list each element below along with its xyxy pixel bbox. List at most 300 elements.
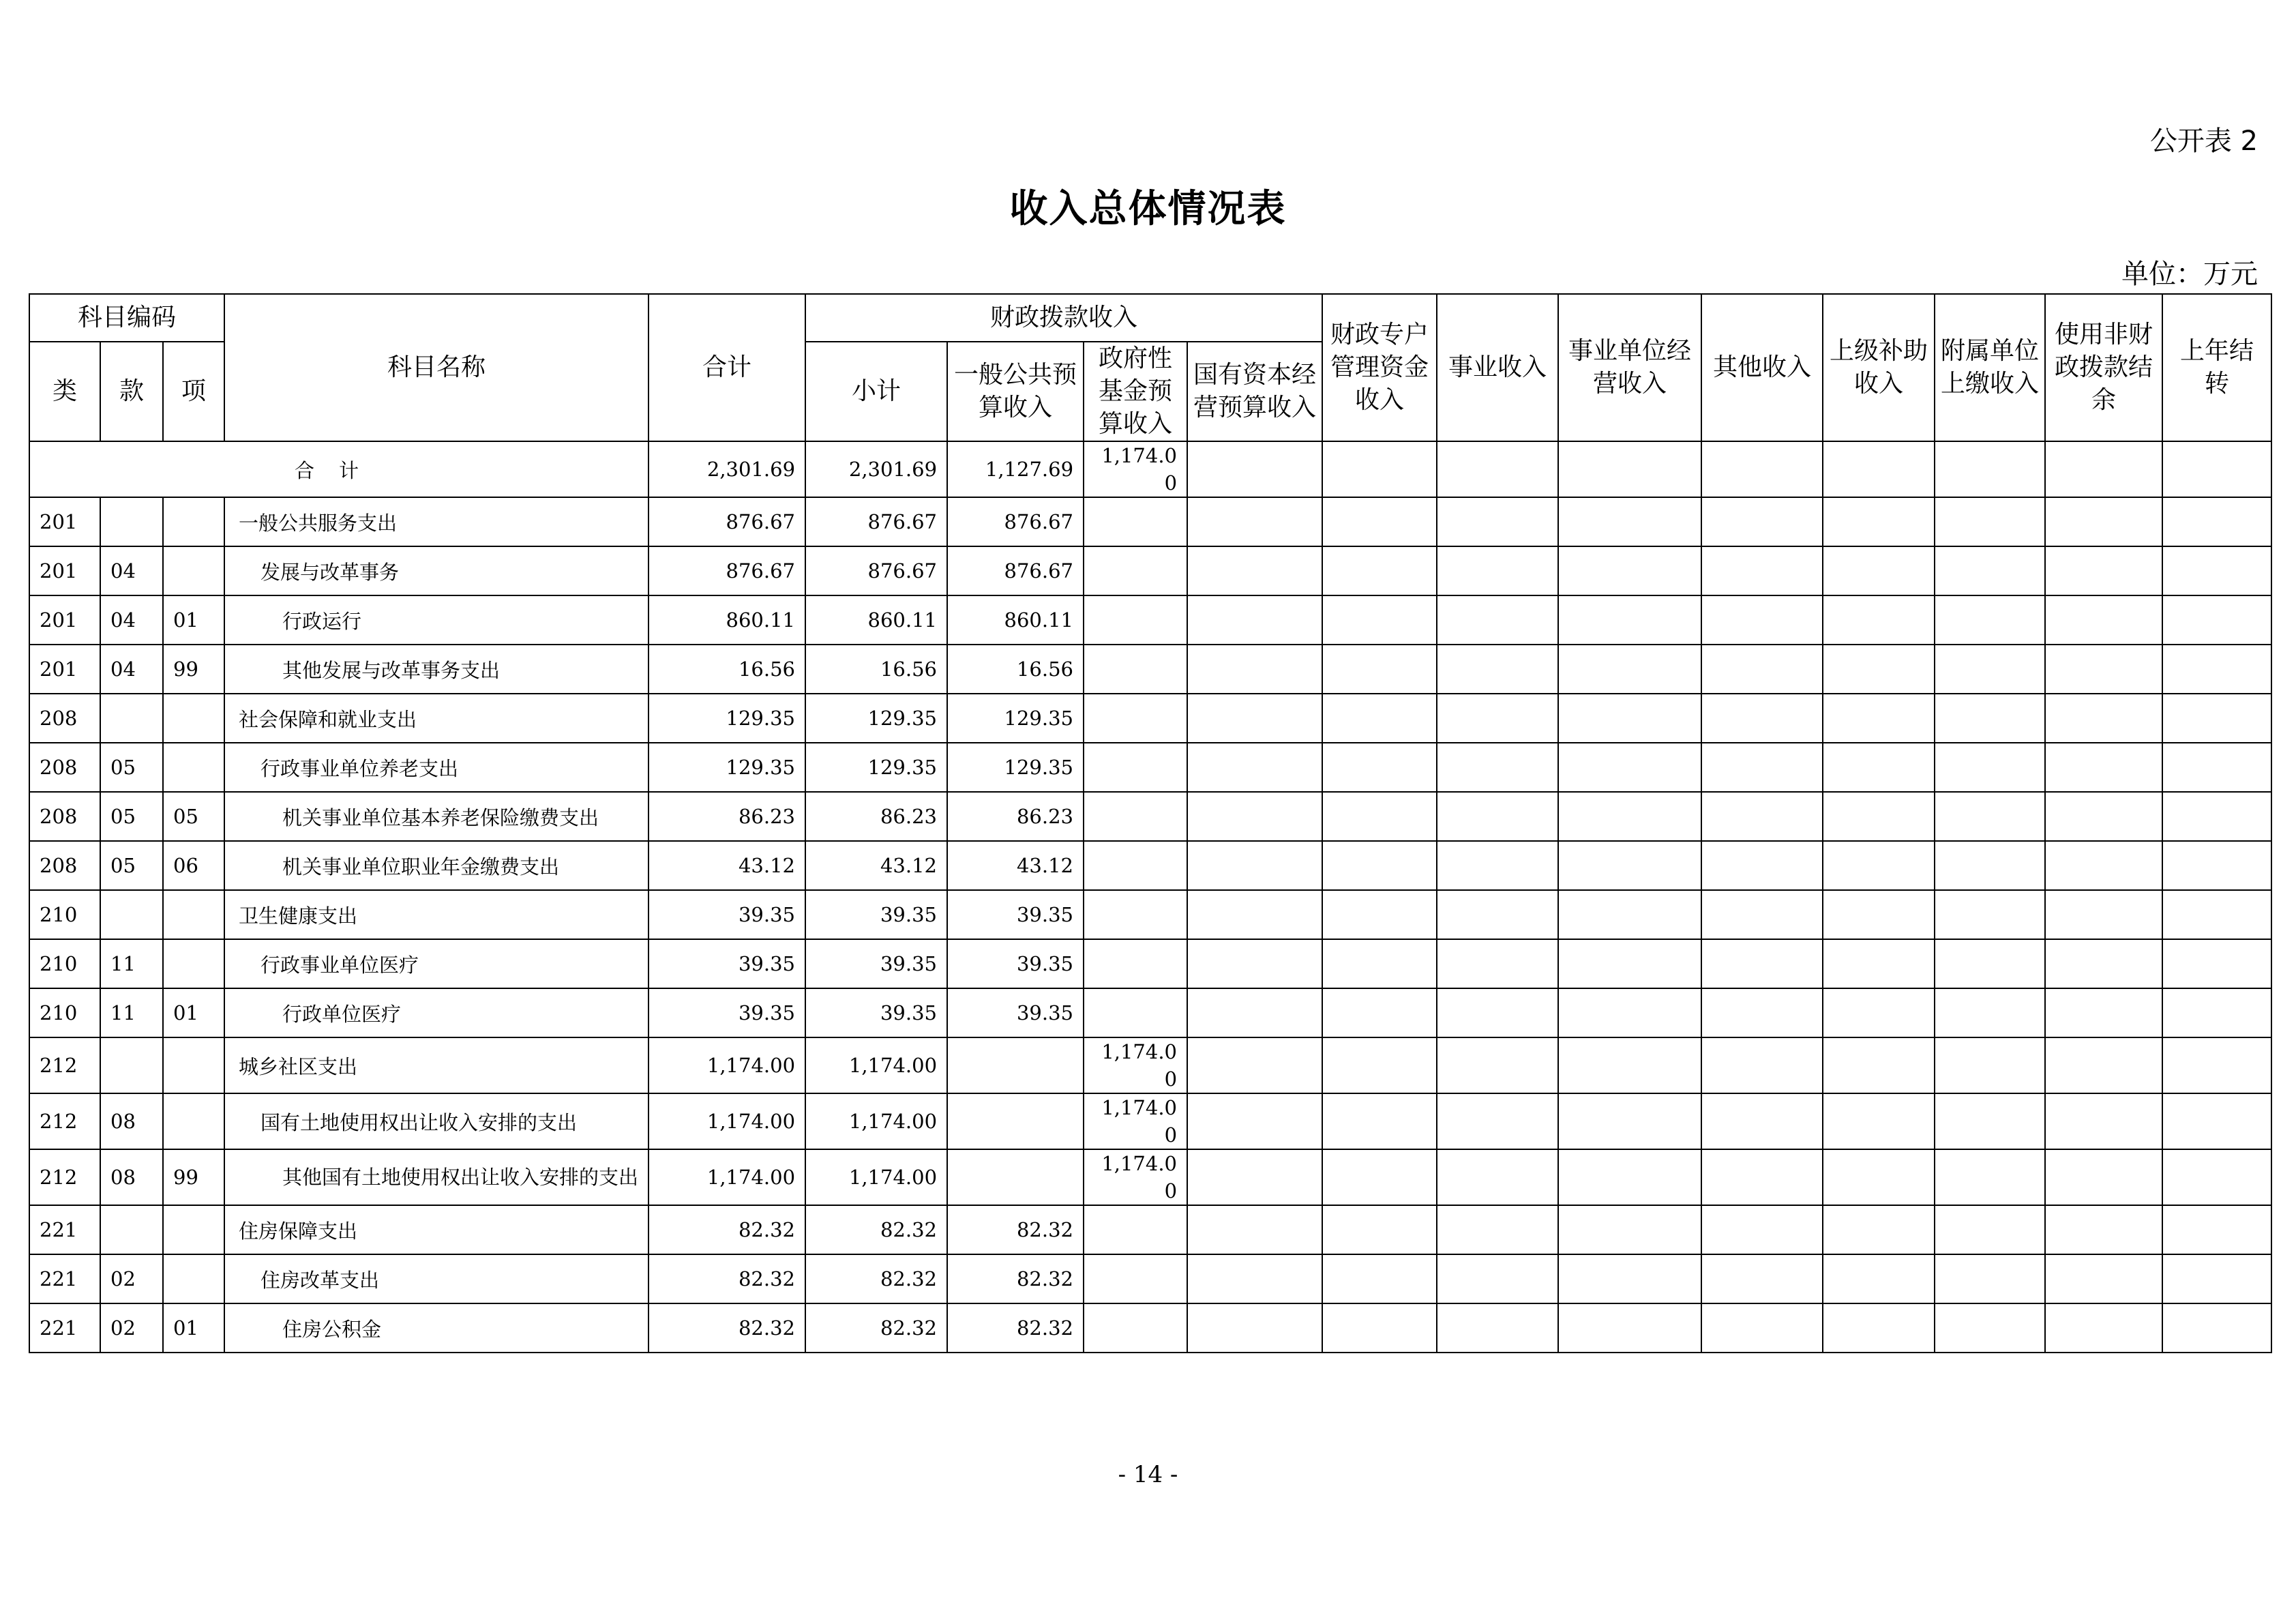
- amount-gov-fund: [1084, 645, 1187, 694]
- table-row: [29, 939, 2271, 988]
- empty-cell: [1701, 546, 1823, 595]
- amount-general: 86.23: [947, 792, 1084, 841]
- empty-cell: [1935, 694, 2045, 743]
- subject-name: 行政单位医疗: [224, 988, 648, 1037]
- empty-cell: [1437, 743, 1558, 792]
- amount-general: 129.35: [947, 743, 1084, 792]
- empty-cell: [1823, 497, 1935, 546]
- empty-cell: [1187, 497, 1322, 546]
- empty-cell: [1558, 694, 1701, 743]
- empty-cell: [1437, 1205, 1558, 1254]
- empty-cell: [1823, 694, 1935, 743]
- subject-name: 行政事业单位医疗: [224, 939, 648, 988]
- empty-cell: [2162, 743, 2271, 792]
- empty-cell: [2045, 441, 2162, 497]
- empty-cell: [1437, 890, 1558, 939]
- code-lei: 212: [29, 1149, 100, 1205]
- empty-cell: [2045, 988, 2162, 1037]
- table-row: [29, 841, 2271, 890]
- amount-general: 39.35: [947, 988, 1084, 1037]
- header-general-budget: 一般公共预算收入: [947, 342, 1084, 441]
- empty-cell: [2162, 1149, 2271, 1205]
- header-gov-fund: 政府性基金预算收入: [1084, 342, 1187, 441]
- empty-cell: [1823, 1037, 1935, 1093]
- table-row: [29, 890, 2271, 939]
- code-xiang: 01: [163, 595, 224, 645]
- table-row: [29, 1254, 2271, 1303]
- table-row: [29, 595, 2271, 645]
- empty-cell: [1187, 1254, 1322, 1303]
- total-subtotal: 2,301.69: [805, 441, 947, 497]
- empty-cell: [2162, 792, 2271, 841]
- empty-cell: [2045, 1037, 2162, 1093]
- amount-gov-fund: [1084, 988, 1187, 1037]
- code-kuan: 08: [100, 1093, 163, 1149]
- amount-gov-fund: 1,174.00: [1084, 1093, 1187, 1149]
- empty-cell: [1701, 595, 1823, 645]
- form-number: 公开表 2: [2149, 126, 2258, 157]
- empty-cell: [1187, 890, 1322, 939]
- code-xiang: [163, 743, 224, 792]
- empty-cell: [1558, 497, 1701, 546]
- empty-cell: [1701, 1149, 1823, 1205]
- subject-name: 住房公积金: [224, 1303, 648, 1353]
- empty-cell: [1935, 1303, 2045, 1353]
- empty-cell: [1935, 546, 2045, 595]
- empty-cell: [1322, 939, 1437, 988]
- subject-name: 发展与改革事务: [224, 546, 648, 595]
- table-row: [29, 497, 2271, 546]
- empty-cell: [1187, 1093, 1322, 1149]
- empty-cell: [1935, 939, 2045, 988]
- empty-cell: [1701, 441, 1823, 497]
- subject-name: 机关事业单位职业年金缴费支出: [224, 841, 648, 890]
- code-kuan: 05: [100, 743, 163, 792]
- empty-cell: [2045, 694, 2162, 743]
- empty-cell: [1558, 595, 1701, 645]
- code-xiang: [163, 1205, 224, 1254]
- table-row: [29, 1149, 2271, 1205]
- empty-cell: [1322, 546, 1437, 595]
- empty-cell: [1322, 1303, 1437, 1353]
- amount-total: 129.35: [648, 694, 805, 743]
- empty-cell: [2162, 939, 2271, 988]
- amount-total: 86.23: [648, 792, 805, 841]
- amount-gov-fund: [1084, 1254, 1187, 1303]
- empty-cell: [1935, 497, 2045, 546]
- empty-cell: [1935, 1037, 2045, 1093]
- unit-label: 单位：万元: [2121, 259, 2258, 290]
- amount-gov-fund: [1084, 546, 1187, 595]
- subject-name: 卫生健康支出: [224, 890, 648, 939]
- code-lei: 212: [29, 1093, 100, 1149]
- empty-cell: [1823, 1254, 1935, 1303]
- amount-gov-fund: [1084, 841, 1187, 890]
- amount-gov-fund: [1084, 595, 1187, 645]
- empty-cell: [1701, 694, 1823, 743]
- empty-cell: [1935, 1205, 2045, 1254]
- empty-cell: [2045, 645, 2162, 694]
- empty-cell: [2162, 595, 2271, 645]
- amount-total: 39.35: [648, 988, 805, 1037]
- amount-general: 860.11: [947, 595, 1084, 645]
- empty-cell: [1322, 1149, 1437, 1205]
- empty-cell: [1187, 645, 1322, 694]
- empty-cell: [1558, 441, 1701, 497]
- empty-cell: [1935, 841, 2045, 890]
- empty-cell: [1322, 441, 1437, 497]
- empty-cell: [2162, 546, 2271, 595]
- empty-cell: [1935, 1093, 2045, 1149]
- empty-cell: [1187, 1205, 1322, 1254]
- code-lei: 210: [29, 988, 100, 1037]
- code-kuan: [100, 1205, 163, 1254]
- code-xiang: [163, 939, 224, 988]
- empty-cell: [1823, 988, 1935, 1037]
- empty-cell: [1701, 988, 1823, 1037]
- amount-subtotal: 1,174.00: [805, 1037, 947, 1093]
- table-row: [29, 694, 2271, 743]
- code-lei: 221: [29, 1205, 100, 1254]
- amount-total: 82.32: [648, 1254, 805, 1303]
- empty-cell: [1558, 645, 1701, 694]
- subject-name: 住房保障支出: [224, 1205, 648, 1254]
- empty-cell: [1701, 645, 1823, 694]
- empty-cell: [1935, 988, 2045, 1037]
- table-row: [29, 1205, 2271, 1254]
- empty-cell: [1558, 546, 1701, 595]
- empty-cell: [1322, 497, 1437, 546]
- empty-cell: [1187, 939, 1322, 988]
- empty-cell: [1823, 1303, 1935, 1353]
- empty-cell: [1823, 645, 1935, 694]
- header-fiscal-group: 财政拨款收入: [805, 294, 1322, 342]
- subject-name: 行政事业单位养老支出: [224, 743, 648, 792]
- code-xiang: [163, 546, 224, 595]
- header-code-group: 科目编码: [29, 294, 224, 342]
- header-xiang: 项: [163, 342, 224, 441]
- empty-cell: [1701, 1205, 1823, 1254]
- subject-name: 行政运行: [224, 595, 648, 645]
- table-row: [29, 546, 2271, 595]
- empty-cell: [1558, 841, 1701, 890]
- header-superior-subsidy: 上级补助收入: [1823, 294, 1935, 441]
- empty-cell: [1701, 1303, 1823, 1353]
- empty-cell: [2045, 1093, 2162, 1149]
- empty-cell: [2162, 988, 2271, 1037]
- table-row: [29, 988, 2271, 1037]
- code-xiang: 01: [163, 988, 224, 1037]
- empty-cell: [1437, 1254, 1558, 1303]
- amount-total: 1,174.00: [648, 1149, 805, 1205]
- empty-cell: [1823, 1093, 1935, 1149]
- code-kuan: 04: [100, 595, 163, 645]
- code-lei: 201: [29, 595, 100, 645]
- empty-cell: [1437, 441, 1558, 497]
- empty-cell: [1187, 1037, 1322, 1093]
- empty-cell: [1935, 441, 2045, 497]
- table-row: [29, 1303, 2271, 1353]
- empty-cell: [1437, 988, 1558, 1037]
- table-row: [29, 1093, 2271, 1149]
- header-affiliated: 附属单位上缴收入: [1935, 294, 2045, 441]
- amount-general: 39.35: [947, 939, 1084, 988]
- empty-cell: [1558, 1303, 1701, 1353]
- code-kuan: [100, 497, 163, 546]
- amount-total: 43.12: [648, 841, 805, 890]
- empty-cell: [1437, 1037, 1558, 1093]
- code-xiang: [163, 497, 224, 546]
- empty-cell: [2045, 546, 2162, 595]
- empty-cell: [1322, 595, 1437, 645]
- amount-subtotal: 1,174.00: [805, 1149, 947, 1205]
- empty-cell: [1935, 1254, 2045, 1303]
- table-row: [29, 743, 2271, 792]
- empty-cell: [2162, 645, 2271, 694]
- amount-subtotal: 82.32: [805, 1303, 947, 1353]
- amount-general: [947, 1037, 1084, 1093]
- empty-cell: [2162, 694, 2271, 743]
- code-lei: 210: [29, 890, 100, 939]
- empty-cell: [1322, 841, 1437, 890]
- empty-cell: [1701, 890, 1823, 939]
- code-lei: 221: [29, 1254, 100, 1303]
- empty-cell: [1187, 595, 1322, 645]
- amount-general: [947, 1149, 1084, 1205]
- amount-gov-fund: [1084, 694, 1187, 743]
- total-general: 1,127.69: [947, 441, 1084, 497]
- empty-cell: [2045, 1205, 2162, 1254]
- header-operating: 事业单位经营收入: [1558, 294, 1701, 441]
- empty-cell: [2045, 497, 2162, 546]
- amount-general: 43.12: [947, 841, 1084, 890]
- code-lei: 208: [29, 841, 100, 890]
- subject-name: 其他国有土地使用权出让收入安排的支出: [224, 1149, 648, 1205]
- amount-general: 82.32: [947, 1205, 1084, 1254]
- empty-cell: [1187, 694, 1322, 743]
- amount-subtotal: 129.35: [805, 694, 947, 743]
- empty-cell: [2162, 841, 2271, 890]
- header-lei: 类: [29, 342, 100, 441]
- amount-subtotal: 16.56: [805, 645, 947, 694]
- amount-subtotal: 39.35: [805, 939, 947, 988]
- empty-cell: [1935, 645, 2045, 694]
- code-kuan: 11: [100, 939, 163, 988]
- amount-general: 876.67: [947, 497, 1084, 546]
- page-number: - 14 -: [1118, 1461, 1178, 1488]
- empty-cell: [1558, 792, 1701, 841]
- code-xiang: [163, 1254, 224, 1303]
- empty-cell: [1437, 546, 1558, 595]
- table-row: [29, 792, 2271, 841]
- empty-cell: [2045, 1149, 2162, 1205]
- amount-general: 39.35: [947, 890, 1084, 939]
- empty-cell: [1558, 1149, 1701, 1205]
- code-kuan: 04: [100, 645, 163, 694]
- amount-subtotal: 129.35: [805, 743, 947, 792]
- empty-cell: [1437, 645, 1558, 694]
- code-xiang: [163, 890, 224, 939]
- code-xiang: 05: [163, 792, 224, 841]
- code-lei: 201: [29, 497, 100, 546]
- code-kuan: [100, 694, 163, 743]
- code-lei: 208: [29, 792, 100, 841]
- amount-gov-fund: [1084, 1205, 1187, 1254]
- code-kuan: 02: [100, 1254, 163, 1303]
- amount-total: 82.32: [648, 1205, 805, 1254]
- empty-cell: [1558, 743, 1701, 792]
- amount-subtotal: 1,174.00: [805, 1093, 947, 1149]
- code-xiang: [163, 1037, 224, 1093]
- empty-cell: [1823, 441, 1935, 497]
- empty-cell: [2045, 1303, 2162, 1353]
- empty-cell: [2045, 841, 2162, 890]
- empty-cell: [1823, 1205, 1935, 1254]
- code-lei: 208: [29, 743, 100, 792]
- code-lei: 212: [29, 1037, 100, 1093]
- empty-cell: [2045, 792, 2162, 841]
- amount-subtotal: 860.11: [805, 595, 947, 645]
- empty-cell: [1437, 841, 1558, 890]
- header-institution: 事业收入: [1437, 294, 1558, 441]
- empty-cell: [1701, 1254, 1823, 1303]
- empty-cell: [1935, 792, 2045, 841]
- empty-cell: [1187, 841, 1322, 890]
- empty-cell: [1823, 939, 1935, 988]
- empty-cell: [2045, 939, 2162, 988]
- table-row: [29, 1037, 2271, 1093]
- code-xiang: 06: [163, 841, 224, 890]
- header-special-account: 财政专户管理资金收入: [1322, 294, 1437, 441]
- empty-cell: [1701, 743, 1823, 792]
- subject-name: 社会保障和就业支出: [224, 694, 648, 743]
- empty-cell: [2162, 441, 2271, 497]
- empty-cell: [1437, 792, 1558, 841]
- code-kuan: 08: [100, 1149, 163, 1205]
- amount-total: 876.67: [648, 497, 805, 546]
- empty-cell: [2162, 497, 2271, 546]
- page-title: 收入总体情况表: [1009, 187, 1287, 231]
- subject-name: 机关事业单位基本养老保险缴费支出: [224, 792, 648, 841]
- empty-cell: [1322, 1254, 1437, 1303]
- empty-cell: [1437, 595, 1558, 645]
- amount-general: [947, 1093, 1084, 1149]
- empty-cell: [2045, 595, 2162, 645]
- code-xiang: [163, 694, 224, 743]
- income-table: [29, 293, 2272, 1353]
- empty-cell: [2162, 1303, 2271, 1353]
- amount-general: 82.32: [947, 1303, 1084, 1353]
- empty-cell: [1437, 939, 1558, 988]
- empty-cell: [2162, 1093, 2271, 1149]
- empty-cell: [1558, 1093, 1701, 1149]
- empty-cell: [1701, 1037, 1823, 1093]
- header-name: 科目名称: [224, 294, 648, 441]
- amount-total: 16.56: [648, 645, 805, 694]
- amount-total: 1,174.00: [648, 1093, 805, 1149]
- empty-cell: [1701, 1093, 1823, 1149]
- header-non-fiscal-balance: 使用非财政拨款结余: [2045, 294, 2162, 441]
- subject-name: 其他发展与改革事务支出: [224, 645, 648, 694]
- amount-total: 876.67: [648, 546, 805, 595]
- code-xiang: 99: [163, 645, 224, 694]
- code-kuan: 05: [100, 792, 163, 841]
- amount-subtotal: 876.67: [805, 497, 947, 546]
- amount-general: 129.35: [947, 694, 1084, 743]
- empty-cell: [2162, 1205, 2271, 1254]
- header-prior-year: 上年结转: [2162, 294, 2271, 441]
- code-lei: 210: [29, 939, 100, 988]
- empty-cell: [1437, 694, 1558, 743]
- empty-cell: [2045, 1254, 2162, 1303]
- amount-total: 129.35: [648, 743, 805, 792]
- empty-cell: [2045, 743, 2162, 792]
- empty-cell: [1823, 595, 1935, 645]
- empty-cell: [1437, 1303, 1558, 1353]
- header-row-1: [29, 294, 2271, 342]
- empty-cell: [1823, 841, 1935, 890]
- empty-cell: [1823, 1149, 1935, 1205]
- empty-cell: [1322, 645, 1437, 694]
- header-subtotal: 小计: [805, 342, 947, 441]
- amount-total: 39.35: [648, 939, 805, 988]
- empty-cell: [1187, 792, 1322, 841]
- total-amount: 2,301.69: [648, 441, 805, 497]
- empty-cell: [1322, 1037, 1437, 1093]
- code-lei: 201: [29, 645, 100, 694]
- amount-total: 1,174.00: [648, 1037, 805, 1093]
- empty-cell: [1701, 497, 1823, 546]
- empty-cell: [1558, 1254, 1701, 1303]
- amount-subtotal: 82.32: [805, 1205, 947, 1254]
- total-label: 合计: [29, 441, 648, 497]
- code-lei: 201: [29, 546, 100, 595]
- empty-cell: [1187, 546, 1322, 595]
- empty-cell: [1823, 743, 1935, 792]
- empty-cell: [1935, 1149, 2045, 1205]
- empty-cell: [1558, 988, 1701, 1037]
- empty-cell: [1322, 743, 1437, 792]
- empty-cell: [1823, 546, 1935, 595]
- subject-name: 一般公共服务支出: [224, 497, 648, 546]
- empty-cell: [2162, 1037, 2271, 1093]
- code-kuan: [100, 890, 163, 939]
- empty-cell: [2045, 890, 2162, 939]
- subject-name: 城乡社区支出: [224, 1037, 648, 1093]
- total-gov-fund: 1,174.00: [1084, 441, 1187, 497]
- empty-cell: [1187, 1149, 1322, 1205]
- header-other: 其他收入: [1701, 294, 1823, 441]
- amount-subtotal: 39.35: [805, 890, 947, 939]
- empty-cell: [1322, 792, 1437, 841]
- empty-cell: [1322, 1093, 1437, 1149]
- code-kuan: 05: [100, 841, 163, 890]
- empty-cell: [1187, 441, 1322, 497]
- amount-subtotal: 82.32: [805, 1254, 947, 1303]
- empty-cell: [1701, 841, 1823, 890]
- empty-cell: [1322, 988, 1437, 1037]
- header-kuan: 款: [100, 342, 163, 441]
- amount-gov-fund: [1084, 792, 1187, 841]
- empty-cell: [1823, 890, 1935, 939]
- empty-cell: [1322, 694, 1437, 743]
- empty-cell: [1823, 792, 1935, 841]
- amount-total: 39.35: [648, 890, 805, 939]
- code-kuan: [100, 1037, 163, 1093]
- amount-subtotal: 86.23: [805, 792, 947, 841]
- empty-cell: [1187, 988, 1322, 1037]
- code-kuan: 02: [100, 1303, 163, 1353]
